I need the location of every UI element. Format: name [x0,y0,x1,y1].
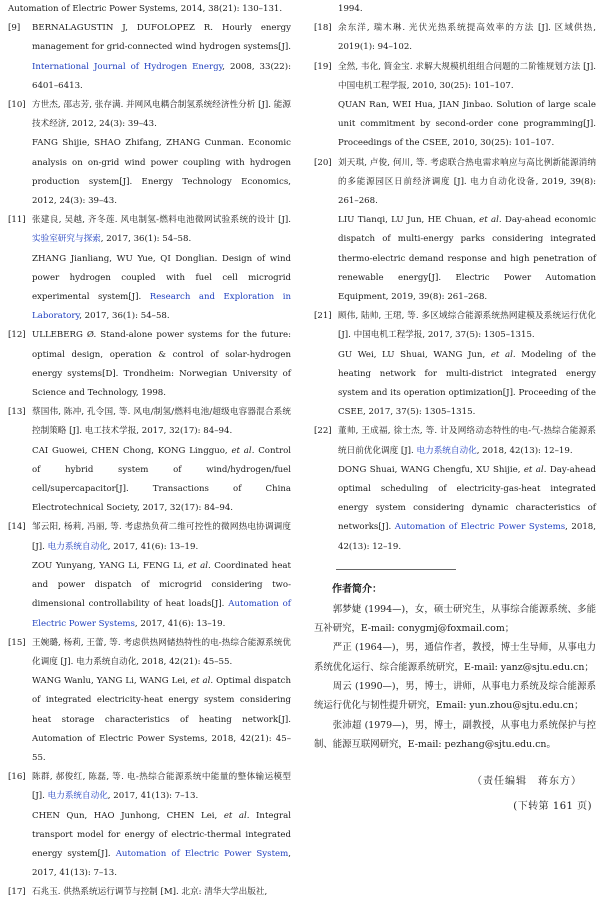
reference-paragraph [32,326,291,403]
reference-number: [19] [314,61,332,72]
reference-segment: QUAN Ran, WEI Hua, JIAN Jinbao. Solution of large scale unit commitment by second-order cone programming[J]. Proceedings of the CSEE, 2010, 30(25): 101–107. [338,100,596,149]
journal-link[interactable]: Research and Exploration in Laboratory [32,292,291,322]
journal-link[interactable]: Automation of Electric Power System [115,848,289,859]
reference-entry [314,58,596,154]
reference-paragraph [32,19,291,96]
reference-segment: 董帅, 王成福, 徐士杰, 等. 计及网络动态特性的电-气-热综合能源系统日前优化调度 [J]. [338,426,596,456]
reference-segment: et al [490,349,513,360]
reference-paragraph [32,518,291,556]
reference-text [32,518,291,633]
reference-number: [15] [8,637,26,648]
journal-link[interactable]: International Journal of Hydrogen Energy [32,61,223,72]
reference-segment: 蔡国伟, 陈冲, 孔令国, 等. 风电/制氢/燃料电池/超级电容器混合系统控制策略 [J]. 电工技术学报, 2017, 32(17): 84–94. [32,407,291,437]
reference-segment: GU Wei, LU Shuai, WANG Jun, [338,349,491,360]
reference-segment: , 2017, 36(1): 54–58. [79,311,170,322]
reference-segment: 刘天琪, 卢俊, 何川, 等. 考虑联合热电需求响应与高比例新能源消纳的多能源园区日前经济调度 [J]. 电力自动化设备, 2019, 39(8): 261–268. [338,157,596,207]
reference-segment: DONG Shuai, WANG Chengfu, XU Shijie, [338,464,524,475]
reference-paragraph [338,461,596,557]
author-bio: 郭梦婕 (1994—)，女，硕士研究生，从事综合能源系统、多能互补研究，E-mail: conygmj@foxmail.com； [314,603,596,635]
reference-entry [314,19,596,57]
reference-entry [8,96,291,211]
reference-segment: . Coordinated heat and power dispatch of microgrid considering two-dimensional controllability of heat loads[J]. [32,560,292,610]
right-column [314,0,596,812]
author-bio: 严正 (1964—)，男，通信作者，教授，博士生导师，从事电力系统优化运行、综合能源系统研究，E-mail: yanz@sjtu.edu.cn； [314,642,596,673]
reference-number: [9] [8,23,21,34]
reference-number: [22] [314,426,332,437]
author-bios [314,580,596,754]
reference-segment: , 2018, 42(13): 12–19. [476,445,573,456]
journal-link[interactable]: 电力系统自动化 [47,541,108,552]
reference-segment: , 2018, 42(13): 12–19. [338,522,596,552]
section-divider [336,569,456,570]
reference-segment: 邹云阳, 杨莉, 冯丽, 等. 考虑热负荷二维可控性的微网热电协调调度 [J]. [32,522,291,552]
reference-paragraph [32,134,291,211]
reference-segment: CHEN Qun, HAO Junhong, CHEN Lei, [32,810,224,821]
reference-number: [18] [314,23,332,34]
reference-paragraph [338,154,596,212]
reference-entry [8,211,291,326]
left-column [8,0,291,903]
reference-text [338,58,596,154]
reference-segment: 全然, 韦化, 简金宝. 求解大规模机组组合问题的二阶锥规划方法 [J]. 中国电机工程学报, 2010, 30(25): 101–107. [338,61,596,91]
reference-paragraph [32,211,291,249]
reference-segment: ZOU Yunyang, YANG Li, FENG Li, [32,560,188,571]
reference-segment: 石兆玉. 供热系统运行调节与控制 [M]. 北京: 清华大学出版社, [32,887,268,898]
reference-paragraph [32,403,291,441]
reference-entry [314,307,596,422]
author-bio: 张沛超 (1979—)，男，博士，副教授，从事电力系统保护与控制、能源互联网研究，E-mail: pezhang@sjtu.edu.cn。 [314,719,596,750]
reference-segment: WANG Wanlu, YANG Li, WANG Lei, [32,676,191,687]
reference-paragraph [32,883,291,902]
reference-entry [8,19,291,96]
reference-text [338,307,596,422]
reference-segment: . Day-ahead optimal scheduling of electricity-gas-heat integrated energy system considering dynamic characteristics of networks[J]. [338,464,596,533]
reference-paragraph [338,58,596,96]
reference-entry [8,518,291,633]
reference-segment: 陈群, 郝俊红, 陈磊, 等. 电-热综合能源系统中能量的整体输运模型 [J]. [32,772,291,802]
reference-text [338,19,596,57]
reference-segment: FANG Shijie, SHAO Zhifang, ZHANG Cunman. Economic analysis on on-grid wind power coupling with hydrogen production system[J]. Energy Technology Economics, 2012, 24(3): 39–43. [32,138,291,207]
reference-paragraph [338,307,596,345]
reference-text [32,326,291,403]
reference-text [32,211,291,326]
reference-paragraph [32,96,291,134]
reference-segment: , 2008, 33(22): 6401–6413. [32,61,291,91]
reference-paragraph [338,346,596,423]
reference-segment: et al [479,215,499,226]
reference-number: [17] [8,887,26,898]
reference-segment: . Optimal dispatch of integrated electricity-heat energy system considering heat storage characteristics of heating network[J]. Automation of Electric Power Systems, 2018, 42(21): 45–55. [32,676,291,763]
reference-text [32,19,291,96]
journal-link[interactable]: Automation of Electric Power Systems [394,522,566,533]
reference-segment: et al [190,676,211,687]
reference-text [32,634,291,768]
reference-segment: et al [223,810,247,821]
reference-entry [8,883,291,902]
responsible-editor: （责任编辑 蒋东方） [472,776,582,788]
reference-segment: 顾伟, 陆帅, 王珺, 等. 多区域综合能源系统热网建模及系统运行优化 [J]. 中国电机工程学报, 2017, 37(5): 1305–1315. [338,311,596,341]
reference-segment: , 2017, 41(13): 7–13. [107,791,199,802]
reference-paragraph [32,768,291,806]
right-top-continuation: 1994. [338,4,363,14]
reference-entry [8,768,291,883]
left-reference-list [8,19,291,902]
reference-number: [20] [314,157,332,168]
reference-paragraph [32,807,291,884]
reference-segment: 方世杰, 邵志芳, 张存满. 并网风电耦合制氢系统经济性分析 [J]. 能源技术经济, 2012, 24(3): 39–43. [32,100,291,130]
reference-paragraph [338,96,596,154]
reference-entry [8,634,291,768]
reference-number: [12] [8,330,26,341]
reference-segment: , 2017, 41(6): 13–19. [107,541,199,552]
reference-segment: . Integral transport model for energy of electric-thermal integrated energy system[J]. [32,810,291,859]
reference-number: [11] [8,215,26,226]
journal-link[interactable]: 电力系统自动化 [416,445,477,456]
reference-segment: , 2017, 41(6): 13–19. [134,618,226,629]
author-bio: 周云 (1990—)，男，博士，讲师，从事电力系统及综合能源系统运行优化与韧性提升研究，Email: yun.zhou@sjtu.edu.cn； [314,681,596,712]
reference-number: [16] [8,772,26,783]
reference-text [32,403,291,518]
reference-text [32,883,291,902]
reference-paragraph [32,634,291,672]
left-top-continuation: Automation of Electric Power Systems, 2014, 38(21): 130–131. [8,4,283,14]
reference-entry [314,422,596,556]
reference-number: [14] [8,522,26,533]
reference-paragraph [32,442,291,519]
reference-text [338,422,596,556]
reference-number: [10] [8,100,26,111]
reference-segment: , 2017, 41(13): 7–13. [32,848,291,879]
reference-segment: . Modeling of the heating network for multi-district integrated energy system and its operation optimization[J]. Proceeding of the CSEE, 2017, 37(5): 1305–1315. [338,349,596,418]
reference-paragraph [32,557,291,634]
reference-text [338,154,596,308]
reference-entry [314,154,596,308]
reference-segment: ULLEBERG Ø. Stand-alone power systems for the future: optimal design, operation & control of solar-hydrogen energy systems[D]. Trondheim: Norwegian University of Science and Technology, 1998. [32,330,291,399]
reference-number: [13] [8,407,26,418]
reference-segment: et al [187,560,208,571]
reference-segment: . Control of hybrid system of wind/hydrogen/fuel cell/supercapacitor[J]. Transactions of China Electrotechnical Society, 2017, 32(17): 84–94. [32,445,291,514]
reference-segment: 张建良, 吴越, 齐冬莲. 风电制氢-燃料电池微网试验系统的设计 [J]. [32,215,291,226]
reference-entry [8,403,291,518]
reference-segment: BERNALAGUSTIN J, DUFOLOPEZ R. Hourly energy management for grid-connected wind hydrogen systems[J]. [32,23,291,53]
reference-paragraph [338,19,596,57]
reference-segment: 王婉璐, 杨莉, 王蕾, 等. 考虑供热网储热特性的电-热综合能源系统优化调度 [J]. 电力系统自动化, 2018, 42(21): 45–55. [32,637,291,667]
reference-number: [21] [314,311,332,322]
reference-segment: . Day-ahead economic dispatch of multi-energy parks considering integrated thermo-electric demand response and high penetration of renewable energy[J]. Electric Power Automation Equipment, 2019, 39(8): 261–268. [338,215,596,303]
reference-segment: et al [523,464,544,475]
reference-segment: ZHANG Jianliang, WU Yue, QI Donglian. Design of wind power hydrogen coupled with fuel cell microgrid experimental system[J]. [32,253,291,303]
journal-link[interactable]: 实验室研究与探索 [32,234,101,245]
reference-paragraph [32,672,291,768]
reference-text [32,96,291,211]
reference-text [32,768,291,883]
reference-segment: 余东洋, 瑞木琳. 光伏光热系统提高效率的方法 [J]. 区域供热, 2019(1): 94–102. [338,23,596,53]
reference-segment: et al [231,445,252,456]
author-heading: 作者简介： [332,583,382,595]
journal-link[interactable]: 电力系统自动化 [47,791,108,802]
reference-paragraph [338,422,596,460]
reference-paragraph [32,250,291,327]
reference-segment: CAI Guowei, CHEN Chong, KONG Lingguo, [32,445,232,456]
reference-segment: , 2017, 36(1): 54–58. [100,234,192,245]
reference-segment: LIU Tianqi, LU Jun, HE Chuan, [338,215,480,226]
reference-paragraph [338,211,596,307]
continued-note: (下转第 161 页) [513,801,592,813]
reference-entry [8,326,291,403]
right-reference-list [314,19,596,557]
journal-link[interactable]: Automation of Electric Power Systems [32,599,291,629]
